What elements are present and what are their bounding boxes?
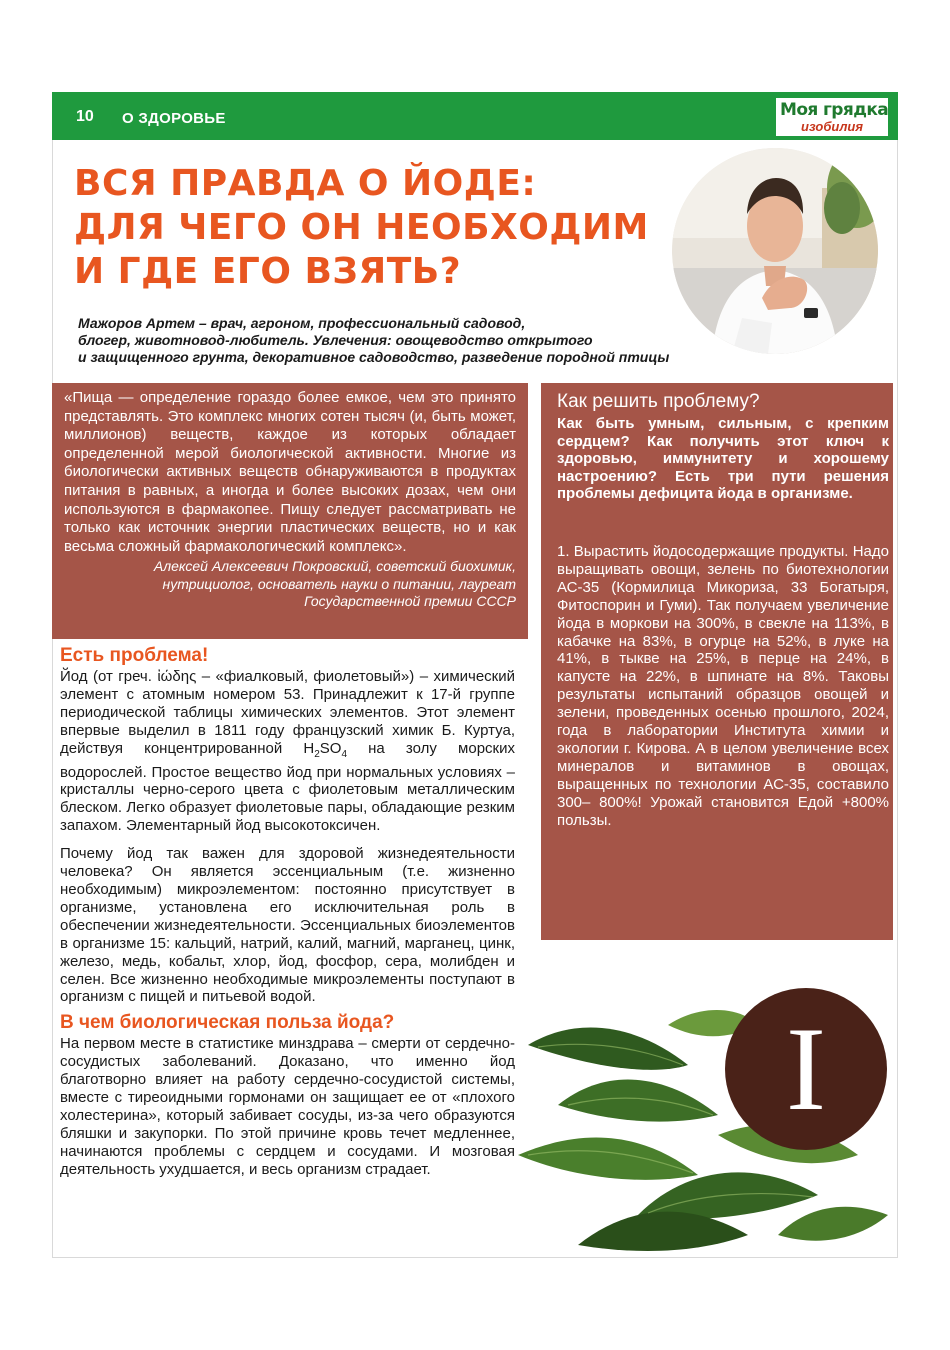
epigraph-quote-author: Алексей Алексеевич Покровский, советский биохимик, нутрициолог, основатель науки о питании, лауреат Государственной премии СССР <box>153 558 516 610</box>
author-line-3: и защищенного грунта, декоративное садоводство, разведение породной птицы <box>78 349 670 365</box>
article-title <box>74 162 664 294</box>
iodine-symbol-letter: I <box>786 1002 826 1135</box>
author-bio <box>78 315 768 366</box>
paragraph-part: на золу морских водорослей. Простое вещество йод при нормальных условиях – кристаллы черно-серого цвета с фиолетовым металлическим блеском. Легко образует фиолетовые пары, обладающие резким запахом. Элементарный йод высокотоксичен. <box>60 739 515 835</box>
paragraph-part: SO <box>319 739 342 757</box>
solution-lead: Как быть умным, сильным, с крепким сердцем? Как получить этот ключ к здоровью, иммунитету и хорошему настроению? Есть три пути решения проблемы дефицита йода в организме. <box>557 415 889 503</box>
main-column <box>60 645 515 1179</box>
section-name: О ЗДОРОВЬЕ <box>122 110 226 127</box>
title-line-1: ВСЯ ПРАВДА О ЙОДЕ: <box>74 163 537 204</box>
paragraph-iodine-definition <box>60 668 515 835</box>
author-line-2: блогер, животновод-любитель. Увлечения: овощеводство открытого <box>78 332 593 348</box>
iodine-symbol-circle <box>725 988 887 1150</box>
page-number: 10 <box>76 108 94 125</box>
heading-problem: Есть проблема! <box>60 645 209 666</box>
epigraph-quote-box <box>52 383 528 639</box>
logo-line-2: изобилия <box>801 119 864 134</box>
paragraph-heart-health: На первом месте в статистике минздрава – смерти от сердечно-сосудистых заболеваний. Доказано, что именно йод благотворно влияет на работу сердечно-сосудистой системы, вместе с тиреоидными гормонами он защищает ее от «плохого холестерина», который забивает сосуды, из-за чего образуются бляшки и закупорки. По этой причине кровь течет медленнее, начинаются проблемы с сердцем и сосудами. И мозговая деятельность ухудшается, и весь организм страдает. <box>60 1035 515 1178</box>
subscript: 4 <box>341 748 347 760</box>
solution-body: 1. Вырастить йодосодержащие продукты. Надо выращивать овощи, зелень по биотехнологии АС-35 (Кормилица Микориза, 33 Богатыря, Фитоспорин и Гуми). Так получаем увеличение йода в моркови на 300%, в свекле на 113%, в кабачке на 83%, в огурце на 52%, в луке на 41%, в тыкве на 25%, в перце на 24%, в капусте на 22%, в шпинате на 8%. Таковы результаты испытаний образцов овощей и зелени, проведенных осенью прошлого, 2024, года в лаборатории Института химии и экологии г. Кирова. А в целом увеличение всех минералов и витаминов в овощах, выращенных по технологии АС-35, составило 300– 800%! Урожай становится Едой +800% пользы. <box>557 542 889 829</box>
paragraph-essential-elements: Почему йод так важен для здоровой жизнедеятельности человека? Он является эссенциальным (т.е. жизненно необходимым) микроэлементом: постоянно присутствует в организме, установлена его исключительная роль в обеспечении жизнедеятельности. Эссенциальных биоэлементов в организме 15: кальций, натрий, калий, магний, марганец, цинк, железо, медь, кобальт, хлор, йод, фосфор, сера, молибден и селен. Все жизненно необходимые микроэлементы поступают в организм с пищей и питьевой водой. <box>60 845 515 1006</box>
magazine-logo <box>776 98 888 136</box>
logo-line-1: Моя грядка <box>780 100 889 120</box>
paragraph-part: Йод (от греч. ἰώδης – «фиалковый, фиолетовый») – химический элемент с атомным номером 53. Принадлежит к 17-й группе периодической таблицы химических элементов. Этот элемент впервые выделил в 1811 году французский химик Б. Куртуа, действуя концентрированной H <box>60 668 515 757</box>
title-line-2: ДЛЯ ЧЕГО ОН НЕОБХОДИМ <box>74 207 649 248</box>
subscript: 2 <box>314 748 320 760</box>
title-line-3: И ГДЕ ЕГО ВЗЯТЬ? <box>74 251 462 292</box>
epigraph-quote-text: «Пища — определение гораздо более емкое, чем это принято представлять. Это комплекс многих сотен тысяч (и, быть может, миллионов) веществ, каждое из которых обладает определенной мерой биологической активности. Многие из биологически активных веществ обнаруживаются в продуктах питания в равных, а иногда и более высоких дозах, чем они используются в фармакопее. Пищу следует рассматривать не только как источник энергии пластических веществ, но и как весьма сложный фармакологический комплекс». <box>64 389 516 555</box>
author-line-1: Мажоров Артем – врач, агроном, профессиональный садовод, <box>78 315 526 331</box>
heading-biological-benefit: В чем биологическая польза йода? <box>60 1012 395 1034</box>
solution-box <box>541 383 893 940</box>
solution-title: Как решить проблему? <box>557 391 760 412</box>
